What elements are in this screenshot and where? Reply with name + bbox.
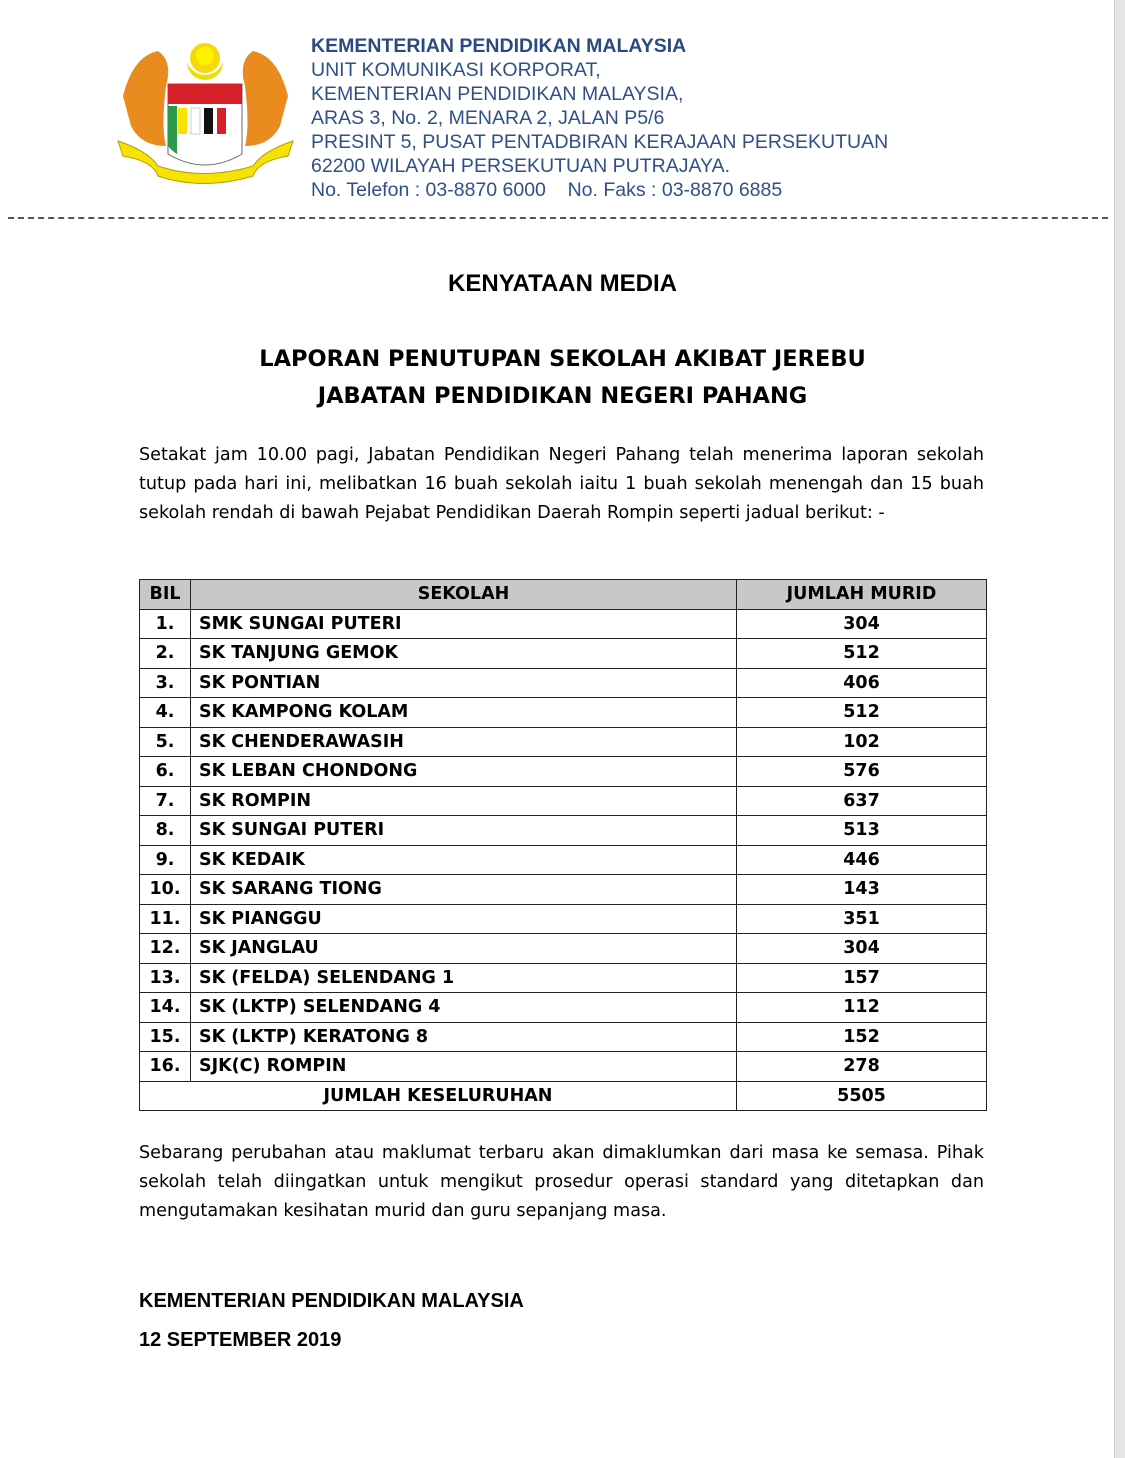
document-heading: KENYATAAN MEDIA <box>448 270 677 297</box>
row-student-count: 278 <box>737 1052 987 1082</box>
row-bil: 9. <box>140 845 191 875</box>
header-divider <box>8 217 1108 219</box>
row-student-count: 512 <box>737 698 987 728</box>
row-student-count: 143 <box>737 875 987 905</box>
row-student-count: 406 <box>737 668 987 698</box>
table-row <box>140 1052 987 1082</box>
table-row <box>140 1022 987 1052</box>
table-row <box>140 934 987 964</box>
row-student-count: 112 <box>737 993 987 1023</box>
table-row <box>140 609 987 639</box>
intro-paragraph: Setakat jam 10.00 pagi, Jabatan Pendidikan Negeri Pahang telah menerima laporan sekolah tutup pada hari ini, melibatkan 16 buah sekolah iaitu 1 buah sekolah menengah dan 15 buah sekolah rendah di bawah Pejabat Pendidikan Daerah Rompin seperti jadual berikut: - <box>139 445 984 523</box>
row-student-count: 446 <box>737 845 987 875</box>
row-school-name: SK PIANGGU <box>191 904 737 934</box>
total-value: 5505 <box>737 1081 987 1111</box>
row-student-count: 102 <box>737 727 987 757</box>
row-school-name: SK KEDAIK <box>191 845 737 875</box>
row-bil: 4. <box>140 698 191 728</box>
table-row <box>140 963 987 993</box>
row-school-name: SK (LKTP) SELENDANG 4 <box>191 993 737 1023</box>
document-title-line-1: LAPORAN PENUTUPAN SEKOLAH AKIBAT JEREBU <box>259 346 866 372</box>
header-bil: BIL <box>140 580 191 610</box>
total-label: JUMLAH KESELURUHAN <box>140 1081 737 1111</box>
row-school-name: SK ROMPIN <box>191 786 737 816</box>
row-school-name: SK PONTIAN <box>191 668 737 698</box>
row-school-name: SK KAMPONG KOLAM <box>191 698 737 728</box>
row-school-name: SK SUNGAI PUTERI <box>191 816 737 846</box>
school-closure-table <box>139 579 987 1111</box>
signature-org: KEMENTERIAN PENDIDIKAN MALAYSIA <box>139 1290 524 1312</box>
row-school-name: SK JANGLAU <box>191 934 737 964</box>
page-edge <box>1114 0 1125 1458</box>
row-bil: 6. <box>140 757 191 787</box>
header-sekolah: SEKOLAH <box>191 580 737 610</box>
table-row <box>140 727 987 757</box>
row-bil: 16. <box>140 1052 191 1082</box>
row-bil: 15. <box>140 1022 191 1052</box>
row-student-count: 157 <box>737 963 987 993</box>
table-row <box>140 668 987 698</box>
table-total-row <box>140 1081 987 1111</box>
row-bil: 7. <box>140 786 191 816</box>
letterhead <box>311 34 888 202</box>
table-row <box>140 786 987 816</box>
table-header-row <box>140 580 987 610</box>
row-school-name: SJK(C) ROMPIN <box>191 1052 737 1082</box>
closing-paragraph: Sebarang perubahan atau maklumat terbaru akan dimaklumkan dari masa ke semasa. Pihak sekolah telah diingatkan untuk mengikut prosedur operasi standard yang ditetapkan dan mengutamakan kesihatan murid dan guru sepanjang masa. <box>139 1143 984 1221</box>
table-row <box>140 639 987 669</box>
table-row <box>140 816 987 846</box>
row-bil: 11. <box>140 904 191 934</box>
row-student-count: 304 <box>737 934 987 964</box>
row-school-name: SK TANJUNG GEMOK <box>191 639 737 669</box>
table-row <box>140 757 987 787</box>
row-bil: 14. <box>140 993 191 1023</box>
letterhead-line: 62200 WILAYAH PERSEKUTUAN PUTRAJAYA. <box>311 155 731 177</box>
table-row <box>140 904 987 934</box>
row-school-name: SMK SUNGAI PUTERI <box>191 609 737 639</box>
row-school-name: SK CHENDERAWASIH <box>191 727 737 757</box>
row-student-count: 152 <box>737 1022 987 1052</box>
row-school-name: SK (FELDA) SELENDANG 1 <box>191 963 737 993</box>
row-student-count: 513 <box>737 816 987 846</box>
table-row <box>140 845 987 875</box>
letterhead-contact: No. Telefon : 03-8870 6000 No. Faks : 03-8870 6885 <box>311 179 783 201</box>
letterhead-org: KEMENTERIAN PENDIDIKAN MALAYSIA <box>311 35 687 57</box>
row-student-count: 576 <box>737 757 987 787</box>
row-student-count: 512 <box>737 639 987 669</box>
letterhead-line: KEMENTERIAN PENDIDIKAN MALAYSIA, <box>311 83 684 105</box>
letterhead-line: ARAS 3, No. 2, MENARA 2, JALAN P5/6 <box>311 107 665 129</box>
table-row <box>140 698 987 728</box>
row-bil: 8. <box>140 816 191 846</box>
row-bil: 12. <box>140 934 191 964</box>
row-school-name: SK LEBAN CHONDONG <box>191 757 737 787</box>
row-bil: 13. <box>140 963 191 993</box>
row-bil: 5. <box>140 727 191 757</box>
letterhead-line: UNIT KOMUNIKASI KORPORAT, <box>311 59 601 81</box>
signature-date: 12 SEPTEMBER 2019 <box>139 1329 342 1351</box>
table-row <box>140 875 987 905</box>
row-student-count: 351 <box>737 904 987 934</box>
document-title-line-2: JABATAN PENDIDIKAN NEGERI PAHANG <box>317 383 808 409</box>
row-school-name: SK SARANG TIONG <box>191 875 737 905</box>
row-bil: 10. <box>140 875 191 905</box>
header-jumlah-murid: JUMLAH MURID <box>737 580 987 610</box>
letterhead-line: PRESINT 5, PUSAT PENTADBIRAN KERAJAAN PERSEKUTUAN <box>311 131 889 153</box>
row-bil: 2. <box>140 639 191 669</box>
table-row <box>140 993 987 1023</box>
row-student-count: 304 <box>737 609 987 639</box>
coat-of-arms-logo <box>113 36 298 188</box>
row-bil: 3. <box>140 668 191 698</box>
row-bil: 1. <box>140 609 191 639</box>
row-student-count: 637 <box>737 786 987 816</box>
row-school-name: SK (LKTP) KERATONG 8 <box>191 1022 737 1052</box>
